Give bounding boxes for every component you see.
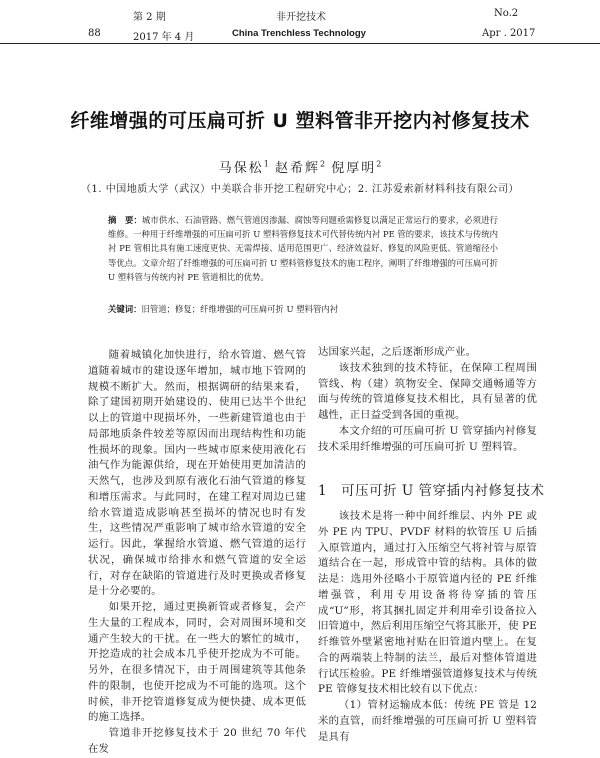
author-affil-mark: 2 [376, 159, 382, 169]
issue-date: 2017 年 4 月 [133, 32, 195, 43]
author-name: 马保松 [218, 161, 264, 176]
abstract-text: 城市供水、石油管路、燃气管道因渗漏、腐蚀等问题亟需修复以满足正常运行的要求，必须进行维修。一种用于纤维增强的可压扁可折 U 塑料管修复技术可代替传统内衬 PE 管的要求，该技术与传统内衬 PE 管相比具有施工速度更快、无需焊接、适用范围更广、经济效益好、修复的风险更低、管道缩径小等优点。文章介绍了纤维增强的可压扁可折 U 塑料管修复技术的施工程序，阐明了纤维增强的可压扁可折 U 塑料管与传统内衬 PE 管道相比的优势。 [108, 215, 498, 282]
body-paragraph: （1）管材运输成本低：传统 PE 管是 12 米的直管，而纤维增强的可压扁可折 U 塑料管是具有 [318, 699, 537, 743]
author-affil-mark: 1 [263, 159, 269, 169]
body-column-left [88, 348, 306, 758]
author-name: 倪厚明 [331, 161, 377, 176]
author-name: 赵希辉 [274, 161, 320, 176]
issue-label: 第 2 期 [133, 12, 166, 23]
journal-name-en: China Trenchless Technology [232, 28, 366, 39]
body-paragraph: 管道非开挖修复技术于 20 世纪 70 年代在发 [88, 727, 306, 755]
header-rule [0, 43, 600, 44]
keywords-label: 关键词： [108, 304, 142, 314]
body-paragraph: 该技术独到的技术特征，在保障工程周围管线、构（建）筑物安全、保障交通畅通等方面与传统的管道修复技术相比，具有显著的优越性，正日益受到各国的重视。 [318, 361, 537, 421]
abstract-label: 摘 要： [108, 215, 142, 225]
article-title: 纤维增强的可压扁可折 U 塑料管非开挖内衬修复技术 [70, 110, 530, 132]
body-paragraph: 该技术是将一种中间纤维层、内外 PE 或外 PE 内 TPU、PVDF 材料的软管压 U 后插入原管道内，通过打入压缩空气将衬管与原管道结合在一起，形成管中管的结构。具体的做法是：选用外径略小于原管道内径的 PE 纤维增强管，利用专用设备将待穿插的管压成“U”形，将其捆扎固定并利用牵引设备拉入旧管道中，然后利用压缩空气将其胀开，使 PE 纤维管外壁紧密地衬贴在旧管道内壁上。在复合的两端装上特制的法兰，最后对整体管道进行试压检验。PE 纤维增强管道修复技术与传统 PE 管修复技术相比较有以下优点： [318, 510, 537, 696]
abstract [108, 213, 498, 284]
issue-no: No.2 [494, 8, 519, 19]
body-paragraph: 达国家兴起，之后逐渐形成产业。 [318, 346, 477, 358]
keywords [108, 302, 498, 316]
body-column-right-top [318, 345, 537, 455]
body-paragraph: 本文介绍的可压扁可折 U 管穿插内衬修复技术采用纤维增强的可压扁可折 U 塑料管。 [318, 424, 537, 453]
body-paragraph: 随着城镇化加快进行，给水管道、燃气管道随着城市的建设逐年增加，城市地下管网的规模不断扩大。然而，根据调研的结果来看，除了建国初期开始建设的、使用已达半个世纪以上的管道中现损坏外，一些新建管道也由于局部地质条件较差等原因而出现结构性和功能性损坏的现象。国内一些城市原来使用液化石油气作为能源供给，现在开始使用更加清洁的天然气，也涉及到原有液化石油气管道的修复和增压需求。与此同时，在建工程对周边已建给水管道造成影响甚至损坏的情况也时有发生，这些情况严重影响了城市给水管道的安全运行。因此，掌握给水管道、燃气管道的运行状况，确保城市给排水和燃气管道的安全运行，对存在缺陷的管道进行及时更换或者修复是十分必要的。 [88, 349, 306, 598]
keywords-text: 旧管道；修复；纤维增强的可压扁可折 U 塑料管内衬 [141, 304, 339, 314]
affiliation: （1. 中国地质大学（武汉）中美联合非开挖工程研究中心；2. 江苏爱索新材料科技有限公司） [81, 184, 519, 195]
section-heading: 1 可压可折 U 管穿插内衬修复技术 [318, 483, 545, 499]
journal-name-cn: 非开挖技术 [276, 12, 326, 23]
issue-month-year: Apr . 2017 [482, 28, 536, 39]
author-affil-mark: 2 [319, 159, 326, 169]
body-column-right-bottom [318, 509, 537, 745]
author-list [0, 157, 600, 176]
body-paragraph: 如果开挖，通过更换新管或者修复，会产生大量的工程成本，同时，会对周围环境和交通产生较大的干扰。在一些大的繁忙的城市，开挖造成的社会成本几乎使开挖成为不可能。另外，在很多情况下，由于周围建筑等其他条件的限制，也使开挖成为不可能的选项。这个时候，非开挖管道修复成为便快捷、成本更低的施工选择。 [88, 601, 306, 724]
page-number: 88 [88, 28, 101, 39]
